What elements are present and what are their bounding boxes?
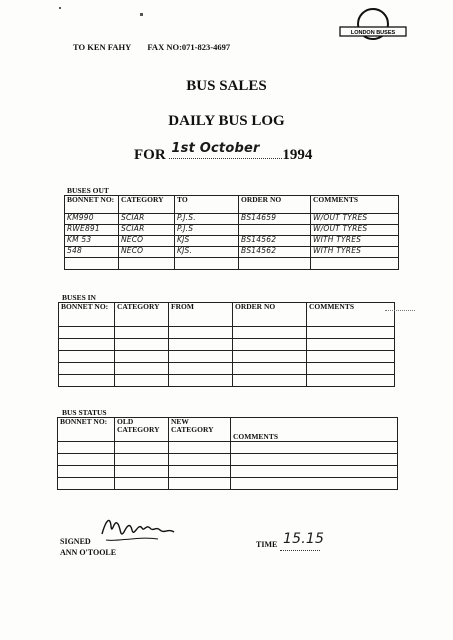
time-label: TIME [256,540,278,549]
col-header: COMMENTS [307,303,395,327]
year: 1994 [282,147,313,163]
col-header: ORDER NO [233,303,307,327]
bus-status-label: BUS STATUS [62,408,107,417]
cell-comments: WITH TYRES [311,247,399,258]
cell-order: BS14562 [239,247,311,258]
table-row [59,327,395,339]
buses-in-table [58,302,395,387]
page-title: BUS SALES [186,78,267,94]
cell-bonnet: KM 53 [65,236,119,247]
fax-header [73,42,244,52]
cell-category: SCIAR [119,214,175,225]
table-header-row [58,418,398,442]
scan-mark [385,310,415,311]
cell-to: P.J.S [175,225,239,236]
table-row [59,351,395,363]
bus-status-table [57,417,398,490]
cell-bonnet [65,258,119,270]
col-header: OLD CATEGORY [115,418,169,442]
cell-to: KJS. [175,247,239,258]
cell-order: BS14659 [239,214,311,225]
table-row [59,339,395,351]
speck [140,13,143,16]
buses-in-label: BUSES IN [62,293,96,302]
table-header-row [65,196,399,214]
table-row [65,258,399,270]
fax-number: FAX NO:071-823-4697 [147,42,231,52]
fax-recipient: TO KEN FAHY [73,42,132,52]
cell-comments [311,258,399,270]
cell-category: NECO [119,247,175,258]
col-header: CATEGORY [115,303,169,327]
cell-category: SCIAR [119,225,175,236]
date-field [169,141,282,159]
table-row [65,225,399,236]
cell-order [239,225,311,236]
table-header-row [59,303,395,327]
signature [98,512,178,548]
cell-bonnet: 548 [65,247,119,258]
col-header: NEW CATEGORY [169,418,231,442]
table-row [59,363,395,375]
col-header: CATEGORY [119,196,175,214]
col-header: TO [175,196,239,214]
table-row [65,214,399,225]
log-date-line [134,141,313,164]
cell-comments: W/OUT TYRES [311,225,399,236]
for-label: FOR [134,147,166,163]
logo-text: LONDON BUSES [350,30,396,36]
cell-comments: W/OUT TYRES [311,214,399,225]
table-row [58,454,398,466]
cell-comments: WITH TYRES [311,236,399,247]
speck [59,7,61,9]
page-subtitle: DAILY BUS LOG [168,113,285,129]
cell-to: KJS [175,236,239,247]
cell-category [119,258,175,270]
col-header: COMMENTS [311,196,399,214]
cell-category: NECO [119,236,175,247]
cell-bonnet: KM990 [65,214,119,225]
london-buses-logo [338,6,408,46]
table-row [65,247,399,258]
col-header: BONNET NO: [65,196,119,214]
log-date: 1st October [171,141,260,156]
cell-to: P.J.S. [175,214,239,225]
table-row [58,478,398,490]
time-field-line [280,550,320,551]
table-row [58,466,398,478]
buses-out-label: BUSES OUT [67,186,109,195]
buses-out-table [64,195,399,270]
table-row [59,375,395,387]
signed-label: SIGNED [60,537,91,546]
col-header: BONNET NO: [59,303,115,327]
col-header: ORDER NO [239,196,311,214]
table-row [65,236,399,247]
cell-to [175,258,239,270]
time-value: 15.15 [283,531,325,547]
col-header: BONNET NO: [58,418,115,442]
signer-name: ANN O'TOOLE [60,548,117,557]
table-row [58,442,398,454]
cell-order: BS14562 [239,236,311,247]
col-header: COMMENTS [231,418,398,442]
cell-order [239,258,311,270]
cell-bonnet: RWE891 [65,225,119,236]
col-header: FROM [169,303,233,327]
